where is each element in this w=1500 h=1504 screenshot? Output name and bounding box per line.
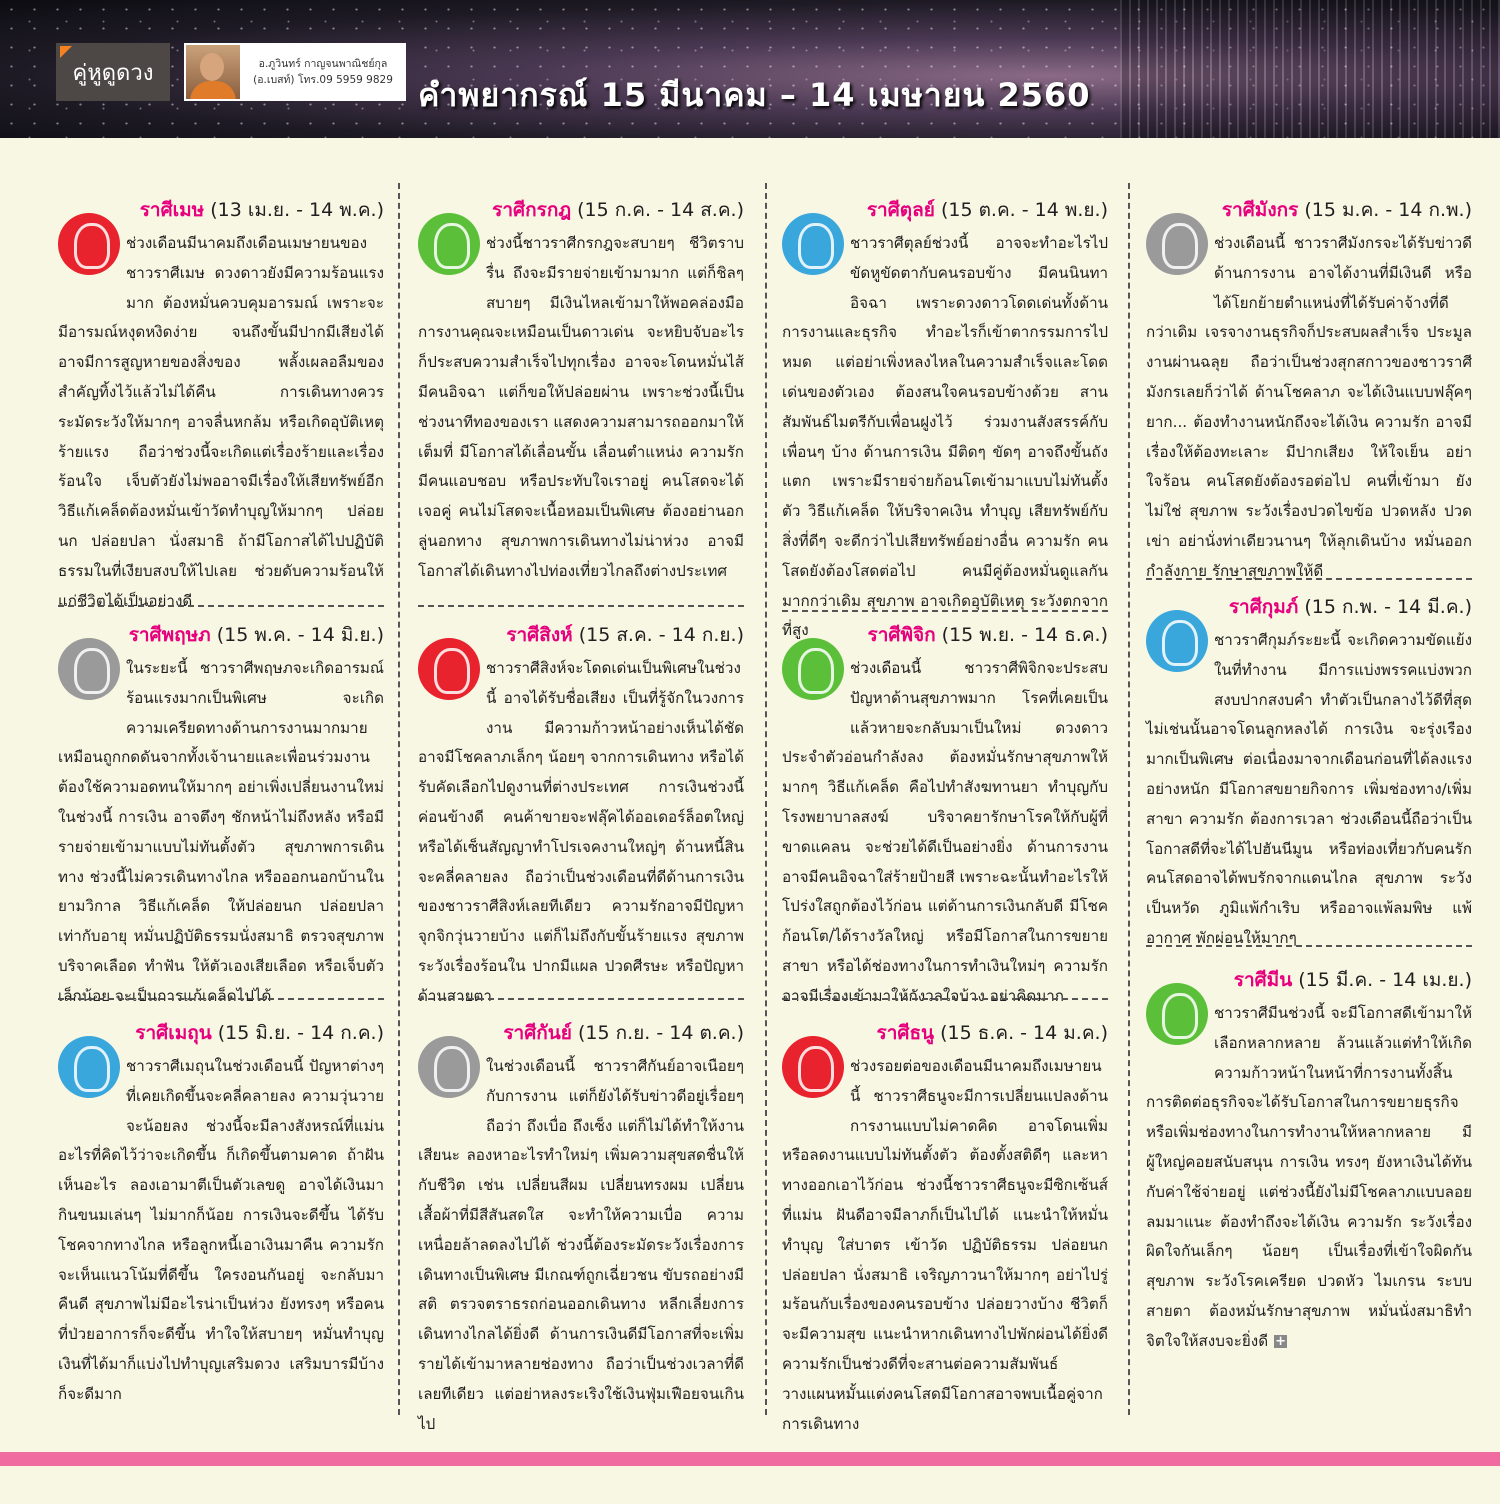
- section-separator: [418, 605, 744, 607]
- column-divider: [765, 183, 767, 1415]
- sign-heading: ราศีพฤษภ (15 พ.ค. - 14 มิ.ย.): [128, 624, 384, 646]
- banner-stripes: [1120, 0, 1500, 138]
- sign-heading: ราศีกรกฎ (15 ก.ค. - 14 ส.ค.): [492, 199, 744, 221]
- sign-text: ช่วงนี้ชาวราศีกรกฎจะสบายๆ ชีวิตราบรื่น ถึงจะมีรายจ่ายเข้ามามาก แต่ก็ชิลๆ สบายๆ มีเงินไหลเข้ามาให้พอคล่องมือ การงานคุณจะเหมือนเป็นดาวเด่น จะหยิบจับอะไรก็ประสบความสำเร็จไปทุกเรื่อง อาจจะโดนหมั่นไส้มีคนอิจฉา แต่ก็ขอให้ปล่อยผ่าน เพราะช่วงนี้เป็นช่วงนาทีทองของเรา แสดงความสามารถออกมาให้เต็มที่ มีโอกาสได้เลื่อนขั้น เลื่อนตำแหน่ง ความรัก มีคนแอบชอบ หรือประทับใจเราอยู่ คนโสดจะได้เจอคู่ คนไม่โสดจะเนื้อหอมเป็นพิเศษ ต้องอย่านอกลู่นอกทาง สุขภาพการเดินทางไม่น่าห่วง อาจมีโอกาสได้เดินทางไปท่องเที่ยวไกลถึงต่างประเทศ: [418, 234, 745, 580]
- header-banner: [0, 0, 1500, 138]
- section-separator: [418, 998, 744, 1000]
- author-photo-shirt: [190, 81, 236, 99]
- sign-heading: ราศีสิงห์ (15 ส.ค. - 14 ก.ย.): [506, 624, 744, 646]
- column-divider: [1128, 183, 1130, 1415]
- sign-text: ชาวราศีเมถุนในช่วงเดือนนี้ ปัญหาต่างๆ ที่เคยเกิดขึ้นจะคลี่คลายลง ความวุ่นวายจะน้อยลง ช่วงนี้จะมีลางสังหรณ์ที่แม่น อะไรที่คิดไว้ว่าจะเกิดขึ้น ก็เกิดขึ้นตามคาด ถ้าฝันเห็นอะไร ลองเอามาตีเป็นตัวเลขดู อาจได้เงินมากินขนมเล่นๆ ไม่มากก็น้อย การเงินจะดีขึ้น ได้รับโชคจากทางไกล หรือลูกหนี้เอาเงินมาคืน ความรักจะเห็นแนวโน้มที่ดีขึ้น ใครงอนกันอยู่ จะกลับมาคืนดี สุขภาพไม่มีอะไรน่าเป็นห่วง ยังทรงๆ หรือคนที่ป่วยอาการก็จะดีขึ้น ทำใจให้สบายๆ หมั่นทำบุญ เงินที่ได้มาก็แบ่งไปทำบุญเสริมดวง เสริมบารมีบ้าง ก็จะดีมาก: [58, 1057, 384, 1403]
- sign-heading: ราศีธนู (15 ธ.ค. - 14 ม.ค.): [876, 1022, 1108, 1044]
- sign-heading: ราศีเมษ (13 เม.ย. - 14 พ.ค.): [139, 199, 384, 221]
- sign-heading: ราศีกุมภ์ (15 ก.พ. - 14 มี.ค.): [1228, 596, 1472, 618]
- sign-heading: ราศีมีน (15 มี.ค. - 14 เม.ย.): [1233, 969, 1472, 991]
- section-separator: [1146, 578, 1472, 580]
- author-photo: [186, 45, 240, 99]
- column-divider: [398, 183, 400, 1415]
- sign-heading: ราศีเมถุน (15 มิ.ย. - 14 ก.ค.): [135, 1022, 384, 1044]
- footer-bar: [0, 1452, 1500, 1466]
- sign-text: ช่วงเดือนนี้ ชาวราศีมังกรจะได้รับข่าวดีด้านการงาน อาจได้งานที่มีเงินดี หรือได้โยกย้ายตำแหน่งที่ได้รับค่าจ้างที่ดีกว่าเดิม เจรจางานธุรกิจก็ประสบผลสำเร็จ ประมูลงานผ่านฉลุย ถือว่าเป็นช่วงสุกสกาวของชาวราศีมังกรเลยก็ว่าได้ ด้านโชคลาภ จะได้เงินแบบฟลุ๊คๆ ยาก... ต้องทำงานหนักถึงจะได้เงิน ความรัก อาจมีเรื่องให้ต้องทะเลาะ มีปากเสียง ให้ใจเย็น อย่าใจร้อน คนโสดยังต้องรอต่อไป คนที่เข้ามา ยังไม่ใช่ สุขภาพ ระวังเรื่องปวดไขข้อ ปวดหลัง ปวดเข่า อย่านั่งท่าเดียวนานๆ ให้ลุกเดินบ้าง หมั่นออกกำลังกาย รักษาสุขภาพให้ดี: [1146, 234, 1472, 580]
- author-name: อ.ภูวินทร์ กาญจนพาณิชย์กุล: [258, 58, 388, 70]
- sign-text-content: ชาวราศีมีนช่วงนี้ จะมีโอกาสดีเข้ามาให้เลือกหลากหลาย ล้วนแล้วแต่ทำให้เกิดความก้าวหน้าในหน้าที่การงานทั้งสิ้น การติดต่อธุรกิจจะได้รับโอกาสในการขยายธุรกิจ หรือเพิ่มช่องทางในการทำงานให้หลากหลาย มีผู้ใหญ่คอยสนับสนุน การเงิน ทรงๆ ยังหาเงินได้ทันกับค่าใช้จ่ายอยู่ แต่ช่วงนี้ยังไม่มีโชคลาภแบบลอยลมมาแนะ ต้องทำถึงจะได้เงิน ความรัก ระวังเรื่องผิดใจกันเล็กๆ น้อยๆ เป็นเรื่องที่เข้าใจผิดกัน สุขภาพ ระวังโรคเครียด ปวดหัว ไมเกรน ระบบสายตา ต้องหมั่นรักษาสุขภาพ หมั่นนั่งสมาธิทำจิตใจให้สงบจะยิ่งดี: [1146, 1004, 1472, 1350]
- end-mark-icon: +: [1275, 1333, 1287, 1349]
- sign-text: ช่วงรอยต่อของเดือนมีนาคมถึงเมษายนนี้ ชาวราศีธนูจะมีการเปลี่ยนแปลงด้านการงานแบบไม่คาดคิด อาจโดนเพิ่ม หรือลดงานแบบไม่ทันตั้งตัว ต้องตั้งสติดีๆ และหาทางออกเอาไว้ก่อน ช่วงนี้ชาวราศีธนูจะมีซิกเซ้นส์ที่แม่น ฝันดีอาจมีลาภก็เป็นไปได้ แนะนำให้หมั่นทำบุญ ใส่บาตร เข้าวัด ปฏิบัติธรรม ปล่อยนก ปล่อยปลา นั่งสมาธิ เจริญภาวนาให้มากๆ อย่าไปรู่มร้อนกับเรื่องของคนรอบข้าง ปล่อยวางบ้าง ชีวิตก็จะมีความสุข แนะนำหากเดินทางไปพักผ่อนได้ยิ่งดี ความรักเป็นช่วงดีที่จะสานต่อความสัมพันธ์ วางแผนหมั้นแต่งคนโสดมีโอกาสอาจพบเนื้อคู่จากการเดินทาง: [782, 1057, 1108, 1433]
- sign-heading: ราศีพิจิก (15 พ.ย. - 14 ธ.ค.): [867, 624, 1108, 646]
- sign-text: ช่วงเดือนนี้ ชาวราศีพิจิกจะประสบปัญหาด้านสุขภาพมาก โรคที่เคยเป็นแล้วหายจะกลับมาเป็นใหม่ ดวงดาวประจำตัวอ่อนกำลังลง ต้องหมั่นรักษาสุขภาพให้มากๆ วิธีแก้เคล็ด คือไปทำสังฆทานยา ทำบุญกับโรงพยาบาลสงฆ์ บริจาคยารักษาโรคให้กับผู้ที่ขาดแคลน จะช่วยได้ดีเป็นอย่างยิ่ง ด้านการงาน อาจมีคนอิจฉาใส่ร้ายป้ายสี เพราะฉะนั้นทำอะไรให้โปร่งใสถูกต้องไว้ก่อน แต่ด้านการเงินกลับดี มีโชคก้อนโต/ได้รางวัลใหญ่ หรือมีโอกาสในการขยายสาขา หรือได้ช่องทางในการทำเงินใหม่ๆ ความรักอาจมีเรื่องเข้ามาให้กังวลใจบ้าง อย่าคิดมาก: [782, 659, 1108, 1005]
- sign-heading: ราศีกันย์ (15 ก.ย. - 14 ต.ค.): [503, 1022, 744, 1044]
- author-photo-head: [200, 53, 224, 81]
- section-separator: [782, 998, 1108, 1000]
- author-info: [240, 56, 406, 88]
- sign-text: [1146, 999, 1472, 1357]
- column-tag-label: คู่หูดูดวง: [72, 60, 154, 86]
- sign-heading: ราศีมังกร (15 ม.ค. - 14 ก.พ.): [1221, 199, 1472, 221]
- sign-text: ในระยะนี้ ชาวราศีพฤษภจะเกิดอารมณ์ร้อนแรงมากเป็นพิเศษ จะเกิดความเครียดทางด้านการงานมากมาย เหมือนถูกกดดันจากทั้งเจ้านายและเพื่อนร่วมงาน ต้องใช้ความอดทนให้มากๆ อย่าเพิ่งเปลี่ยนงานใหม่ในช่วงนี้ การเงิน อาจตึงๆ ชักหน้าไม่ถึงหลัง หรือมีรายจ่ายเข้ามาแบบไม่ทันตั้งตัว สุขภาพการเดินทาง ช่วงนี้ไม่ควรเดินทางไกล หรือออกนอกบ้านในยามวิกาล วิธีแก้เคล็ด ให้ปล่อยนก ปล่อยปลาเท่ากับอายุ หมั่นปฏิบัติธรรมนั่งสมาธิ ตรวจสุขภาพ บริจาคเลือด ทำฟัน ให้ตัวเองเสียเลือด หรือเจ็บตัวเล็กน้อย จะเป็นการแก้เคล็ดไปได้: [58, 659, 384, 1005]
- tag-corner-icon: [60, 46, 72, 58]
- section-separator: [782, 610, 1108, 612]
- sign-heading: ราศีตุลย์ (15 ต.ค. - 14 พ.ย.): [866, 199, 1108, 221]
- author-box: [184, 43, 406, 101]
- section-separator: [1146, 945, 1472, 947]
- section-separator: [58, 605, 384, 607]
- sign-text: ชาวราศีกุมภ์ระยะนี้ จะเกิดความขัดแย้งในที่ทำงาน มีการแบ่งพรรคแบ่งพวก สงบปากสงบคำ ทำตัวเป็นกลางไว้ดีที่สุด ไม่เช่นนั้นอาจโดนลูกหลงได้ การเงิน จะรุ่งเรืองมากเป็นพิเศษ ต่อเนื่องมาจากเดือนก่อนที่ได้ลงแรงอย่างหนัก มีโอกาสขยายกิจการ เพิ่มช่องทาง/เพิ่มสาขา ความรัก ต้องการเวลา ช่วงเดือนนี้ถือว่าเป็นโอกาสดีที่จะได้ไปฮันนีมูน หรือท่องเที่ยวกับคนรัก คนโสดอาจได้พบรักจากแดนไกล สุขภาพ ระวังเป็นหวัด ภูมิแพ้กำเริบ หรืออาจแพ้ลมพิษ แพ้อากาศ พักผ่อนให้มากๆ: [1146, 631, 1472, 947]
- sign-text: ชาวราศีสิงห์จะโดดเด่นเป็นพิเศษในช่วงนี้ อาจได้รับชื่อเสียง เป็นที่รู้จักในวงการงาน มีความก้าวหน้าอย่างเห็นได้ชัด อาจมีโชคลาภเล็กๆ น้อยๆ จากการเดินทาง หรือได้รับคัดเลือกไปดูงานที่ต่างประเทศ การเงินช่วงนี้ค่อนข้างดี คนค้าขายจะฟลุ๊คได้ออเดอร์ล็อตใหญ่ หรือได้เซ็นสัญญาทำโปรเจคงานใหญ่ๆ ด้านหนี้สินจะคลี่คลายลง ถือว่าเป็นช่วงเดือนที่ดีด้านการเงินของชาวราศีสิงห์เลยทีเดียว ความรักอาจมีปัญหาจุกจิกวุ่นวายบ้าง แต่ก็ไม่ถึงกับขั้นร้ายแรง สุขภาพ ระวังเรื่องร้อนใน ปากมีแผล ปวดศีรษะ หรือปัญหาด้านสายตา: [418, 659, 744, 1005]
- sign-text: ช่วงเดือนมีนาคมถึงเดือนเมษายนของชาวราศีเมษ ดวงดาวยังมีความร้อนแรงมาก ต้องหมั่นควบคุมอารมณ์ เพราะจะมีอารมณ์หงุดหงิดง่าย จนถึงขั้นมีปากมีเสียงได้ อาจมีการสูญหายของสิ่งของ พลั้งเผลอลืมของสำคัญทิ้งไว้แล้วไม่ได้คืน การเดินทางควรระมัดระวังให้มากๆ อาจลื่นหกล้ม หรือเกิดอุบัติเหตุร้ายแรง ถือว่าช่วงนี้จะเกิดแต่เรื่องร้ายและเรื่องร้อนใจ เจ็บตัวยังไม่พออาจมีเรื่องให้เสียทรัพย์อีก วิธีแก้เคล็ดต้องหมั่นเข้าวัดทำบุญให้มากๆ ปล่อยนก ปล่อยปลา นั่งสมาธิ ถ้ามีโอกาสได้ไปปฏิบัติธรรมในที่เงียบสงบให้ไปเลย ช่วยดับความร้อนให้แก่ชีวิตได้เป็นอย่างดี: [58, 234, 384, 610]
- sign-text: ในช่วงเดือนนี้ ชาวราศีกันย์อาจเนือยๆ กับการงาน แต่ก็ยังได้รับข่าวดีอยู่เรื่อยๆ ถือว่า ถึงเบื่อ ถึงเซ็ง แต่ก็ไม่ได้ทำให้งานเสียนะ ลองหาอะไรทำใหม่ๆ เพิ่มความสุขสดชื่นให้กับชีวิต เช่น เปลี่ยนสีผม เปลี่ยนทรงผม เปลี่ยนเสื้อผ้าที่มีสีสันสดใส จะทำให้ความเบื่อ ความเหนื่อยล้าลดลงไปได้ ช่วงนี้ต้องระมัดระวังเรื่องการเดินทางเป็นพิเศษ มีเกณฑ์ถูกเฉี่ยวชน ขับรถอย่างมีสติ ตรวจตราธรถก่อนออกเดินทาง หลีกเลี่ยงการเดินทางไกลได้ยิ่งดี ด้านการเงินดีมีโอกาสที่จะเพิ่มรายได้เข้ามาหลายช่องทาง ถือว่าเป็นช่วงเวลาที่ดีเลยทีเดียว แต่อย่าหลงระเริงใช้เงินฟุ่มเฟือยจนเกินไป: [418, 1057, 744, 1433]
- column-tag: [56, 43, 170, 101]
- author-contact: (อ.เบสท์) โทร.09 5959 9829: [253, 74, 393, 86]
- sign-text: ชาวราศีตุลย์ช่วงนี้ อาจจะทำอะไรไปขัดหูขัดตากับคนรอบข้าง มีคนนินทาอิจฉา เพราะดวงดาวโดดเด่นทั้งด้านการงานและธุรกิจ ทำอะไรก็เข้าตากรรมการไปหมด แต่อย่าเพิ่งหลงไหลในความสำเร็จและโดดเด่นของตัวเอง ต้องสนใจคนรอบข้างด้วย สานสัมพันธ์ไมตรีกับเพื่อนฝูงไว้ ร่วมงานสังสรรค์กับเพื่อนๆ บ้าง ด้านการเงิน มีติดๆ ขัดๆ อาจถึงขั้นถังแตก เพราะมีรายจ่ายก้อนโตเข้ามาแบบไม่ทันตั้งตัว วิธีแก้เคล็ด ให้บริจาคเงิน ทำบุญ เสียทรัพย์กับสิ่งที่ดีๆ จะดีกว่าไปเสียทรัพย์อย่างอื่น ความรัก คนโสดยังต้องโสดต่อไป คนมีคู่ต้องหมั่นดูแลกันมากกว่าเดิม สุขภาพ อาจเกิดอุบัติเหตุ ระวังตกจากที่สูง: [782, 234, 1108, 640]
- page-title: คำพยากรณ์ 15 มีนาคม – 14 เมษายน 2560: [418, 76, 1091, 114]
- section-separator: [58, 998, 384, 1000]
